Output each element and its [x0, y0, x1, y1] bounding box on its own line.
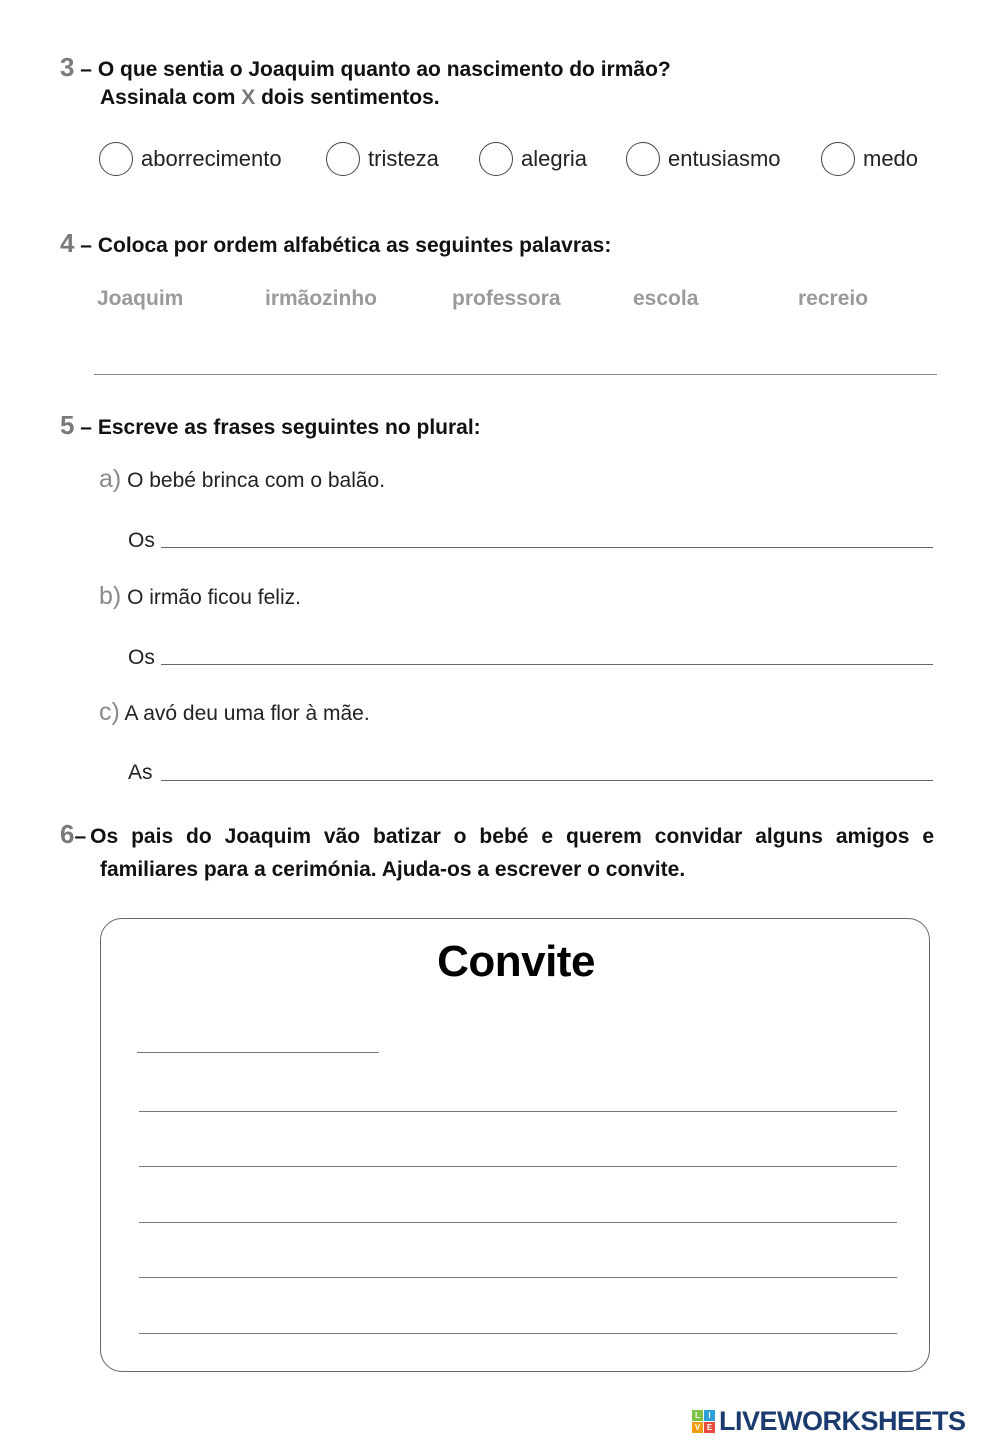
invitation-title: Convite [437, 937, 595, 986]
checkbox-circle[interactable] [99, 142, 133, 176]
invitation-line-4[interactable] [139, 1251, 897, 1278]
answer-prefix-a: Os [128, 529, 155, 552]
invitation-line-5[interactable] [139, 1307, 897, 1334]
option-aborrecimento[interactable] [99, 142, 282, 176]
question-dash: – [74, 416, 98, 439]
question-5-title [60, 410, 481, 441]
invitation-line-2[interactable] [139, 1140, 897, 1167]
question-text: Escreve as frases seguintes no plural: [97, 416, 481, 439]
liveworksheets-logo [692, 1406, 966, 1437]
instruction-after: dois sentimentos. [255, 86, 440, 109]
question-text: Os pais do Joaquim vão batizar o bebé e querem convidar alguns amigos e [90, 825, 934, 848]
invitation-line-3[interactable] [139, 1196, 897, 1223]
option-tristeza[interactable] [326, 142, 439, 176]
item-letter: a) [99, 465, 122, 493]
question-3-title [60, 52, 671, 83]
logo-letter-l: L [692, 1410, 703, 1421]
option-label: alegria [521, 146, 588, 171]
word-escola: escola [633, 287, 699, 310]
checkbox-circle[interactable] [821, 142, 855, 176]
question-4-title [60, 228, 611, 259]
invitation-card [100, 918, 930, 1372]
sentence-a [99, 465, 385, 494]
question-dash: – [74, 234, 98, 257]
checkbox-circle[interactable] [326, 142, 360, 176]
question-number: 5 [60, 410, 75, 440]
answer-prefix-b: Os [128, 646, 155, 669]
question-number: 6 [60, 819, 75, 849]
answer-line-c[interactable] [161, 756, 933, 781]
sentence-text: O bebé brinca com o balão. [127, 469, 386, 492]
answer-prefix-c: As [128, 761, 153, 784]
question-3-instruction [100, 86, 440, 110]
sentence-text: A avó deu uma flor à mãe. [124, 702, 370, 725]
alphabetical-order-answer[interactable] [94, 350, 937, 375]
instruction-before: Assinala com [100, 86, 242, 109]
logo-text: LIVEWORKSHEETS [719, 1406, 966, 1436]
checkbox-circle[interactable] [626, 142, 660, 176]
question-number: 3 [60, 52, 75, 82]
item-letter: c) [99, 698, 120, 726]
item-letter: b) [99, 582, 122, 610]
checkbox-circle[interactable] [479, 142, 513, 176]
question-6-line2: familiares para a cerimónia. Ajuda-os a escrever o convite. [100, 858, 686, 881]
word-professora: professora [452, 287, 561, 310]
option-label: aborrecimento [141, 146, 282, 171]
option-label: tristeza [368, 146, 439, 171]
option-entusiasmo[interactable] [626, 142, 781, 176]
answer-line-a[interactable] [161, 523, 933, 548]
option-label: entusiasmo [668, 146, 781, 171]
question-text: Coloca por ordem alfabética as seguintes palavras: [97, 234, 612, 257]
question-text: O que sentia o Joaquim quanto ao nascimento do irmão? [97, 58, 671, 81]
invitation-greeting-line[interactable] [137, 1026, 379, 1053]
sentence-text: O irmão ficou feliz. [127, 586, 301, 609]
question-number: 4 [60, 228, 75, 258]
question-dash: – [74, 58, 98, 81]
option-medo[interactable] [821, 142, 918, 176]
logo-icon [692, 1410, 715, 1433]
word-irmaozinho: irmãozinho [265, 287, 378, 310]
question-dash: – [74, 825, 87, 848]
sentence-c [99, 698, 370, 727]
logo-letter-i: I [704, 1410, 715, 1421]
question-6 [60, 818, 934, 886]
invitation-line-1[interactable] [139, 1085, 897, 1112]
x-mark: X [241, 86, 256, 109]
sentence-b [99, 582, 301, 611]
logo-letter-v: V [692, 1422, 703, 1433]
logo-letter-e: E [704, 1422, 715, 1433]
word-joaquim: Joaquim [97, 287, 184, 310]
option-alegria[interactable] [479, 142, 587, 176]
word-recreio: recreio [798, 287, 869, 310]
option-label: medo [863, 146, 919, 171]
question-6-line1 [60, 818, 934, 853]
answer-line-b[interactable] [161, 640, 933, 665]
